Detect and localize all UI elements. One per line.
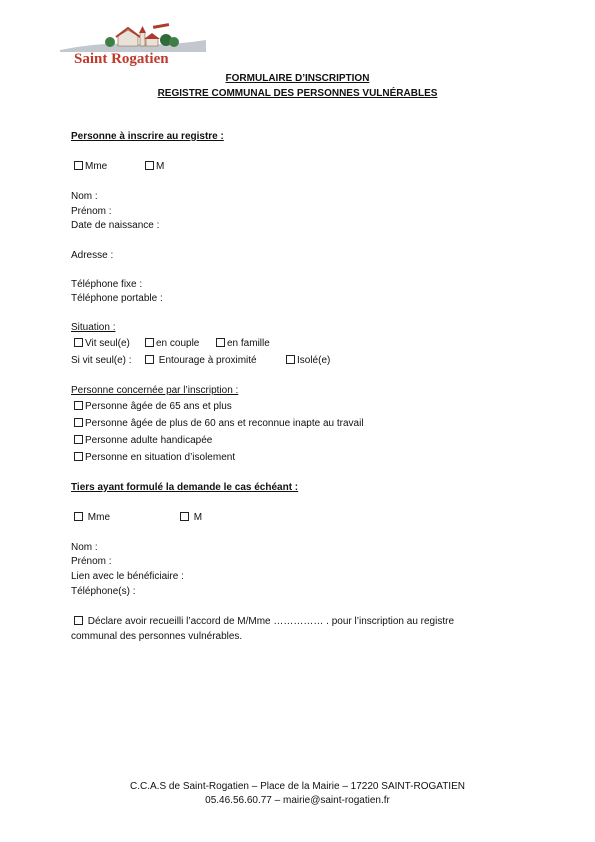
section-person-heading: Personne à inscrire au registre : xyxy=(71,131,224,142)
third-party-nom: Nom : xyxy=(71,542,98,553)
civility-mme-option[interactable] xyxy=(74,161,107,172)
declaration-line-1: Déclare avoir recueilli l’accord de M/Mme …………… . pour l’inscription au registre xyxy=(87,616,455,627)
civility-m-option[interactable] xyxy=(145,161,164,172)
field-phone-mobile: Téléphone portable : xyxy=(71,293,163,304)
field-birth-date: Date de naissance : xyxy=(71,220,160,231)
field-phone-landline: Téléphone fixe : xyxy=(71,279,143,290)
checkbox[interactable] xyxy=(74,435,83,444)
checkbox[interactable] xyxy=(74,616,83,625)
section-third-party-heading: Tiers ayant formulé la demande le cas échéant : xyxy=(71,482,299,493)
form-title: FORMULAIRE D’INSCRIPTION xyxy=(225,73,370,84)
checkbox[interactable] xyxy=(74,452,83,461)
alone-surroundings-label: Entourage à proximité xyxy=(158,355,257,366)
concerned-option-label: Personne âgée de plus de 60 ans et reconnue inapte au travail xyxy=(85,418,364,429)
third-party-phone: Téléphone(s) : xyxy=(71,586,136,597)
concerned-option-1[interactable] xyxy=(74,401,232,412)
third-party-mme-option[interactable] xyxy=(74,512,110,523)
concerned-option-label: Personne âgée de 65 ans et plus xyxy=(85,401,232,412)
checkbox[interactable] xyxy=(216,338,225,347)
situation-couple-label: en couple xyxy=(156,338,200,349)
concerned-option-4[interactable] xyxy=(74,452,235,463)
checkbox[interactable] xyxy=(286,355,295,364)
checkbox[interactable] xyxy=(74,418,83,427)
third-party-m-option[interactable] xyxy=(180,512,202,523)
concerned-option-3[interactable] xyxy=(74,435,212,446)
alone-isolated-option[interactable] xyxy=(286,355,330,366)
checkbox[interactable] xyxy=(74,401,83,410)
declaration-option[interactable] xyxy=(74,616,454,627)
footer-address: C.C.A.S de Saint-Rogatien – Place de la Mairie – 17220 SAINT-ROGATIEN xyxy=(130,781,465,792)
field-address: Adresse : xyxy=(71,250,114,261)
alone-isolated-label: Isolé(e) xyxy=(297,355,331,366)
situation-heading: Situation : xyxy=(71,322,116,333)
concerned-option-label: Personne adulte handicapée xyxy=(85,435,213,446)
field-nom: Nom : xyxy=(71,191,98,202)
situation-family-option[interactable] xyxy=(216,338,270,349)
checkbox[interactable] xyxy=(180,512,189,521)
situation-couple-option[interactable] xyxy=(145,338,199,349)
concerned-heading: Personne concernée par l’inscription : xyxy=(71,385,239,396)
civility-mme-label: Mme xyxy=(85,161,108,172)
third-party-m-label: M xyxy=(193,512,203,523)
checkbox[interactable] xyxy=(74,512,83,521)
civility-m-label: M xyxy=(156,161,165,172)
declaration-line-2: communal des personnes vulnérables. xyxy=(71,631,243,642)
checkbox[interactable] xyxy=(145,338,154,347)
alone-surroundings-option[interactable] xyxy=(145,355,257,366)
field-prenom: Prénom : xyxy=(71,206,112,217)
alone-sub-label: Si vit seul(e) : xyxy=(71,355,132,366)
logo-text: Saint Rogatien xyxy=(74,51,169,67)
checkbox[interactable] xyxy=(74,338,83,347)
third-party-relationship: Lien avec le bénéficiaire : xyxy=(71,571,184,582)
form-subtitle: REGISTRE COMMUNAL DES PERSONNES VULNÉRABLES xyxy=(157,88,438,99)
village-illustration-icon xyxy=(58,22,208,54)
third-party-prenom: Prénom : xyxy=(71,556,112,567)
checkbox[interactable] xyxy=(145,161,154,170)
logo xyxy=(58,22,208,72)
concerned-option-label: Personne en situation d’isolement xyxy=(85,452,236,463)
checkbox[interactable] xyxy=(74,161,83,170)
situation-alone-label: Vit seul(e) xyxy=(85,338,130,349)
checkbox[interactable] xyxy=(145,355,154,364)
concerned-option-2[interactable] xyxy=(74,418,364,429)
third-party-mme-label: Mme xyxy=(87,512,111,523)
situation-alone-option[interactable] xyxy=(74,338,130,349)
situation-family-label: en famille xyxy=(227,338,270,349)
footer-contact: 05.46.56.60.77 – mairie@saint-rogatien.fr xyxy=(205,795,390,806)
